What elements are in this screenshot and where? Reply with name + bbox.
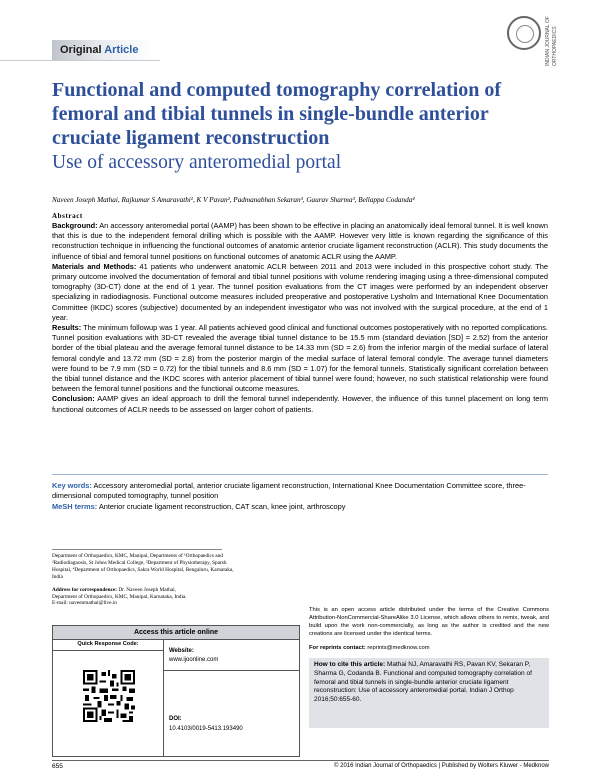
- cite-label: How to cite this article:: [314, 661, 386, 668]
- article-type-word2: Article: [104, 44, 139, 56]
- affiliation-line: Department of Orthopaedics, KMC, Manipal, Departments of ¹Orthopaedics and: [52, 553, 223, 559]
- website-link[interactable]: www.ijoonline.com: [169, 657, 219, 663]
- results-text: The minimum followup was 1 year. All patients achieved good clinical and functional outcomes postoperatively with no reported complications. Tunnel position evaluations with 3D-CT revealed the average tibial tunnel distance to be 15.5 mm (standard deviation [SD] = 2.52) from the anterior border of the tibial plateau and the average femoral tunnel distance to be 14.33 mm (SD = 2.6) from the inferior margin of the medial surface of lateral femoral condyle and 13.72 mm (SD = 2.8) from the posterior margin of the medial surface of lateral femoral condyle. The average tunnel diameters were found to be 7.9 mm (SD = 0.72) for the tibial tunnels and 8.6 mm (SD = 1.07) for the femoral tunnels. Statistically significant correlation between the tibial tunnel distance and the IKDC scores with anterior placement of tibial tunnel were found; however, no such statistical relationship were found between the femoral tunnel positions and the functional outcome measures.: [52, 323, 548, 394]
- mesh-line: [52, 502, 548, 512]
- author-list: Naveen Joseph Mathai, Rajkumar S Amaravathi¹, K V Pavan², Padmanabhan Sekaran³, Gaurav Sharma³, Bellappa Codanda⁴: [52, 196, 415, 204]
- abstract-methods: [52, 262, 548, 323]
- article-type-tag: [52, 40, 152, 60]
- mesh-label: MeSH terms:: [52, 501, 98, 511]
- footer-divider: [52, 760, 549, 761]
- article-title: Functional and computed tomography correlation of femoral and tibial tunnels in single-bundle anterior cruciate ligament reconstruction: [52, 79, 502, 149]
- abstract-body: [52, 221, 548, 415]
- abstract-results: [52, 323, 548, 394]
- keywords-section: [52, 481, 548, 512]
- divider: [53, 639, 299, 640]
- article-type-word1: Original: [60, 44, 102, 56]
- affiliations: [52, 553, 300, 607]
- divider: [164, 670, 299, 671]
- reprints-line: [309, 645, 549, 651]
- methods-text: 41 patients who underwent anatomic ACLR between 2011 and 2013 were included in this prospective cohort study. The primary outcome involved the documentation of femoral and tibial tunnel positions with volume rendering imaging using a three-dimensional computed tomography (3D-CT) done at the end of 1 year. The tunnel position evaluations from the CT images were performed by an independent observer specializing in radiodiagnosis. Functional outcome measures included preoperative and postoperative Lysholm and International Knee Documentation Committee (IKDC) scores (subjective) documented by an independent investigator who was not involved with the surgical procedure, at the end of 1 year.: [52, 261, 548, 322]
- correspondence-email[interactable]: E-mail: naveenmathai@live.in: [52, 600, 117, 607]
- footer-copyright: © 2016 Indian Journal of Orthopaedics | Published by Wolters Kluwer - Medknow: [334, 763, 549, 769]
- keywords-divider: [52, 474, 548, 475]
- correspondence-line: [52, 587, 300, 594]
- page-number: 655: [52, 763, 63, 770]
- keywords-text: Accessory anteromedial portal, anterior cruciate ligament reconstruction, International Knee Documentation Committee score, three-dimensional computed tomography, tunnel position: [52, 481, 526, 501]
- background-text: An accessory anteromedial portal (AAMP) has been shown to be effective in placing an anatomically ideal femoral tunnel. It is well known that this is due to the independent femoral drilling which is possible with the AAMP. However very little is known regarding the significance of this reconstruction technique in influencing the functional outcomes of anatomic anterior cruciate ligament reconstruction (ACLR). This study documents the influence of tibial and femoral tunnel positions on functional outcomes of anatomic ACLR using the AAMP.: [52, 221, 548, 261]
- affiliation-line: Hospital, ⁴Department of Orthopaedics, Sakra World Hospital, Bengaluru, Karnataka,: [52, 566, 234, 573]
- access-online-box: [52, 625, 300, 757]
- qr-heading: Quick Response Code:: [77, 641, 139, 647]
- divider: [53, 650, 163, 651]
- affiliation-line: India: [52, 573, 63, 580]
- correspondence-name: Dr. Naveen Joseph Mathai,: [118, 586, 176, 593]
- background-label: Background:: [52, 221, 98, 230]
- qr-code-icon[interactable]: [83, 670, 135, 722]
- affiliation-line: ³Radiodiagnosis, St Johns Medical College, ²Department of Physiotherapy, Sparsh: [52, 559, 227, 566]
- correspondence-address: Department of Orthopaedics, KMC, Manipal, Karnataka, India.: [52, 593, 187, 600]
- keywords-label: Key words:: [52, 481, 92, 490]
- doi-label: DOI:: [169, 716, 182, 722]
- conclusion-text: AAMP gives an ideal approach to drill the femoral tunnel independently. However, the influence of this tunnel placement on long term functional outcomes of ACLR needs to be assessed on larger cohort of patients.: [52, 394, 548, 414]
- license-text: This is an open access article distributed under the terms of the Creative Commons Attribution-NonCommercial-ShareAlike 3.0 License, which allows others to remix, tweak, and build upon the work non-commercially, as long as the author is credited and the new creations are licensed under the identical terms.: [309, 607, 549, 637]
- access-box-heading: Access this article online: [53, 626, 299, 639]
- abstract-conclusion: [52, 394, 548, 414]
- methods-label: Materials and Methods:: [52, 261, 137, 271]
- how-to-cite-box: [309, 658, 549, 728]
- abstract-heading: Abstract: [52, 212, 83, 220]
- website-label: Website:: [169, 648, 194, 654]
- reprints-label: For reprints contact:: [309, 645, 366, 651]
- header-divider: [0, 60, 160, 61]
- affiliation-divider: [52, 549, 222, 550]
- abstract-background: [52, 221, 548, 262]
- cite-text: Mathai NJ, Amaravathi RS, Pavan KV, Sekaran P, Sharma G, Codanda B. Functional and computed tomography correlation of femoral and tibial tunnels in single-bundle anterior cruciate ligament reconstruction: Use of accessory anteromedial portal. Indian J Orthop 2016;50:655-60.: [314, 661, 532, 704]
- divider: [163, 639, 164, 756]
- journal-seal-text: INDIAN JOURNAL OF ORTHOPAEDICS: [545, 16, 558, 66]
- doi-value[interactable]: 10.4103/0019-5413.193490: [169, 726, 243, 732]
- reprints-email[interactable]: reprints@medknow.com: [367, 645, 430, 651]
- correspondence-label: Address for correspondence:: [52, 586, 118, 593]
- results-label: Results:: [52, 323, 82, 333]
- keywords-line: [52, 481, 548, 502]
- conclusion-label: Conclusion:: [52, 394, 95, 404]
- journal-seal-logo: [507, 16, 541, 50]
- mesh-text: Anterior cruciate ligament reconstruction, CAT scan, knee joint, arthroscopy: [98, 501, 346, 511]
- article-subtitle: Use of accessory anteromedial portal: [52, 152, 342, 173]
